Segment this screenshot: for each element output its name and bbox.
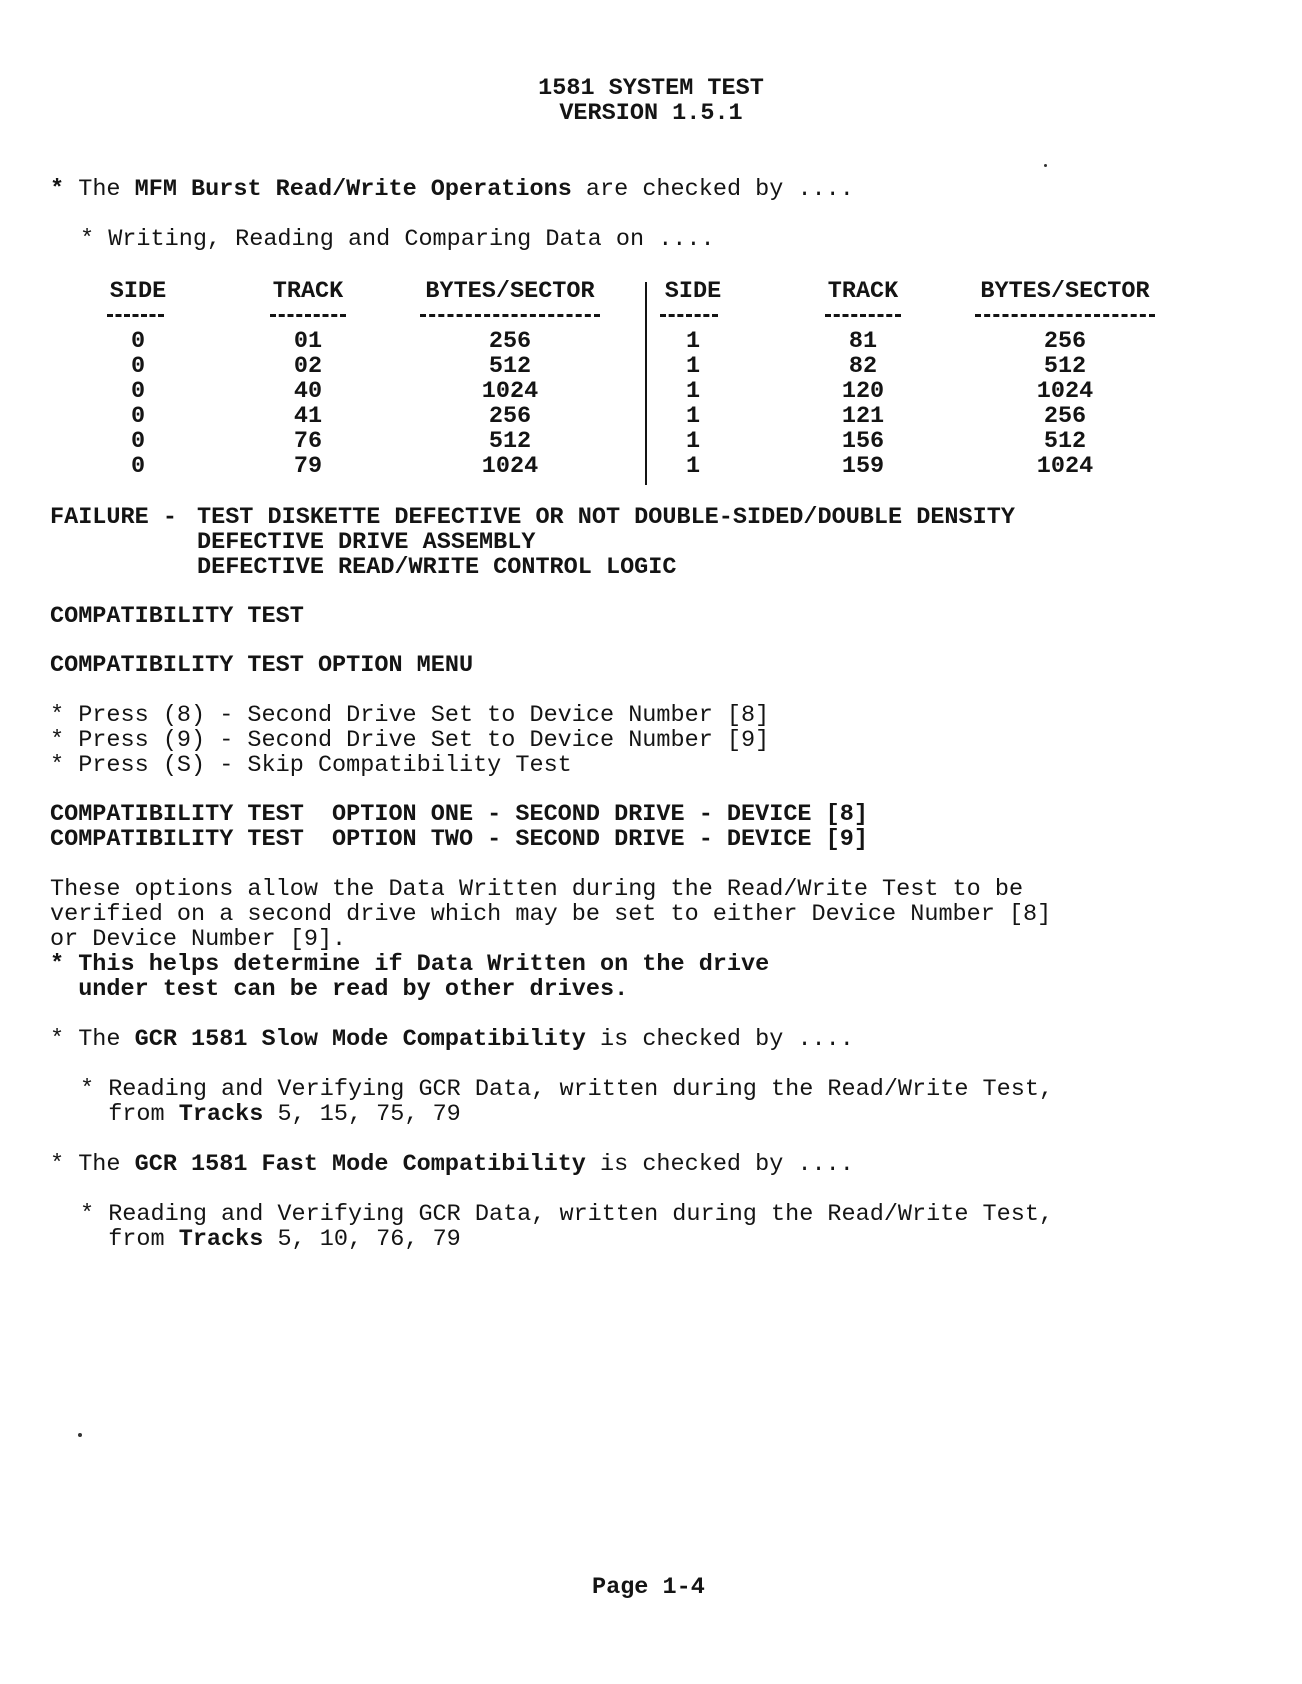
table-cell-track: 01 xyxy=(293,328,323,355)
fast-tracks-list: 5, 10, 76, 79 xyxy=(263,1226,461,1253)
table-cell-bytes: 512 xyxy=(1043,353,1087,380)
slow-tracks-bold: Tracks xyxy=(178,1101,264,1128)
table-cell-bytes: 256 xyxy=(1043,328,1087,355)
table-cell-track: 02 xyxy=(293,353,323,380)
table-cell-side: 1 xyxy=(685,403,701,430)
header-bytes-left: BYTES/SECTOR xyxy=(425,278,595,305)
table-cell-track: 76 xyxy=(293,428,323,455)
header-rule xyxy=(975,314,1155,317)
option-one-heading: COMPATIBILITY TEST OPTION ONE - SECOND DRIVE - DEVICE [8] xyxy=(50,801,868,828)
table-cell-bytes: 256 xyxy=(1043,403,1087,430)
table-cell-bytes: 512 xyxy=(488,428,532,455)
failure-line: DEFECTIVE READ/WRITE CONTROL LOGIC xyxy=(197,554,677,581)
bullet: * xyxy=(50,176,65,203)
table-cell-side: 0 xyxy=(130,353,146,380)
header-track-left: TRACK xyxy=(272,278,344,305)
page-title: 1581 SYSTEM TEST xyxy=(538,75,764,102)
table-cell-bytes: 1024 xyxy=(481,378,539,405)
mfm-pre: The xyxy=(78,176,135,203)
table-cell-bytes: 256 xyxy=(488,328,532,355)
table-cell-track: 41 xyxy=(293,403,323,430)
table-divider xyxy=(645,282,647,485)
table-cell-track: 82 xyxy=(848,353,878,380)
compat-title: COMPATIBILITY TEST xyxy=(50,603,304,630)
table-cell-track: 159 xyxy=(841,453,885,480)
desc-line: These options allow the Data Written during the Read/Write Test to be xyxy=(50,876,1024,903)
option-two-heading: COMPATIBILITY TEST OPTION TWO - SECOND DRIVE - DEVICE [9] xyxy=(50,826,868,853)
table-cell-side: 0 xyxy=(130,403,146,430)
slow-tracks-list: 5, 15, 75, 79 xyxy=(263,1101,461,1128)
table-cell-side: 1 xyxy=(685,453,701,480)
table-cell-side: 1 xyxy=(685,378,701,405)
slow-post: is checked by .... xyxy=(585,1026,854,1053)
table-cell-side: 0 xyxy=(130,378,146,405)
table-cell-side: 1 xyxy=(685,328,701,355)
slow-pre: * The xyxy=(50,1026,135,1053)
table-cell-side: 1 xyxy=(685,353,701,380)
table-cell-track: 40 xyxy=(293,378,323,405)
fast-post: is checked by .... xyxy=(585,1151,854,1178)
fast-heading xyxy=(50,1152,854,1178)
table-cell-track: 79 xyxy=(293,453,323,480)
table-cell-bytes: 1024 xyxy=(1036,378,1094,405)
slow-bold: GCR 1581 Slow Mode Compatibility xyxy=(134,1026,586,1053)
compat-menu-title: COMPATIBILITY TEST OPTION MENU xyxy=(50,652,474,679)
mfm-post: are checked by .... xyxy=(571,176,854,203)
header-side-right: SIDE xyxy=(664,278,722,305)
fast-tracks-pre: from xyxy=(80,1226,179,1253)
fast-bold: GCR 1581 Fast Mode Compatibility xyxy=(134,1151,586,1178)
table-cell-bytes: 512 xyxy=(1043,428,1087,455)
fast-pre: * The xyxy=(50,1151,135,1178)
table-cell-track: 156 xyxy=(841,428,885,455)
slow-tracks xyxy=(80,1102,461,1128)
table-cell-track: 120 xyxy=(841,378,885,405)
menu-option-9: * Press (9) - Second Drive Set to Device Number [9] xyxy=(50,727,770,754)
header-rule xyxy=(660,314,718,317)
menu-option-skip: * Press (S) - Skip Compatibility Test xyxy=(50,752,572,779)
mfm-subitem: * Writing, Reading and Comparing Data on .... xyxy=(80,226,715,253)
table-cell-bytes: 512 xyxy=(488,353,532,380)
scan-speck xyxy=(1044,164,1047,167)
slow-subitem: * Reading and Verifying GCR Data, written during the Read/Write Test, xyxy=(80,1076,1054,1103)
fast-tracks-bold: Tracks xyxy=(178,1226,264,1253)
note-line: under test can be read by other drives. xyxy=(50,976,629,1003)
failure-label: FAILURE - xyxy=(50,504,177,531)
header-rule xyxy=(107,314,164,317)
slow-tracks-pre: from xyxy=(80,1101,179,1128)
desc-line: or Device Number [9]. xyxy=(50,926,347,953)
page-number: Page 1-4 xyxy=(592,1574,705,1601)
table-cell-bytes: 1024 xyxy=(1036,453,1094,480)
note-line: * This helps determine if Data Written on the drive xyxy=(50,951,770,978)
table-cell-side: 1 xyxy=(685,428,701,455)
table-cell-bytes: 1024 xyxy=(481,453,539,480)
mfm-bold: MFM Burst Read/Write Operations xyxy=(134,176,572,203)
failure-line: TEST DISKETTE DEFECTIVE OR NOT DOUBLE-SIDED/DOUBLE DENSITY xyxy=(197,504,1015,531)
failure-line: DEFECTIVE DRIVE ASSEMBLY xyxy=(197,529,536,556)
header-rule xyxy=(420,314,600,317)
header-track-right: TRACK xyxy=(827,278,899,305)
slow-heading xyxy=(50,1027,854,1053)
mfm-heading xyxy=(50,177,854,203)
header-side-left: SIDE xyxy=(109,278,167,305)
table-cell-side: 0 xyxy=(130,328,146,355)
header-rule xyxy=(825,314,901,317)
fast-subitem: * Reading and Verifying GCR Data, written during the Read/Write Test, xyxy=(80,1201,1054,1228)
fast-tracks xyxy=(80,1227,461,1253)
table-cell-side: 0 xyxy=(130,428,146,455)
table-cell-side: 0 xyxy=(130,453,146,480)
table-cell-track: 121 xyxy=(841,403,885,430)
menu-option-8: * Press (8) - Second Drive Set to Device Number [8] xyxy=(50,702,770,729)
header-rule xyxy=(270,314,346,317)
header-bytes-right: BYTES/SECTOR xyxy=(980,278,1150,305)
version-label: VERSION 1.5.1 xyxy=(559,100,743,127)
scan-speck xyxy=(78,1433,82,1437)
table-cell-bytes: 256 xyxy=(488,403,532,430)
table-cell-track: 81 xyxy=(848,328,878,355)
desc-line: verified on a second drive which may be set to either Device Number [8] xyxy=(50,901,1052,928)
